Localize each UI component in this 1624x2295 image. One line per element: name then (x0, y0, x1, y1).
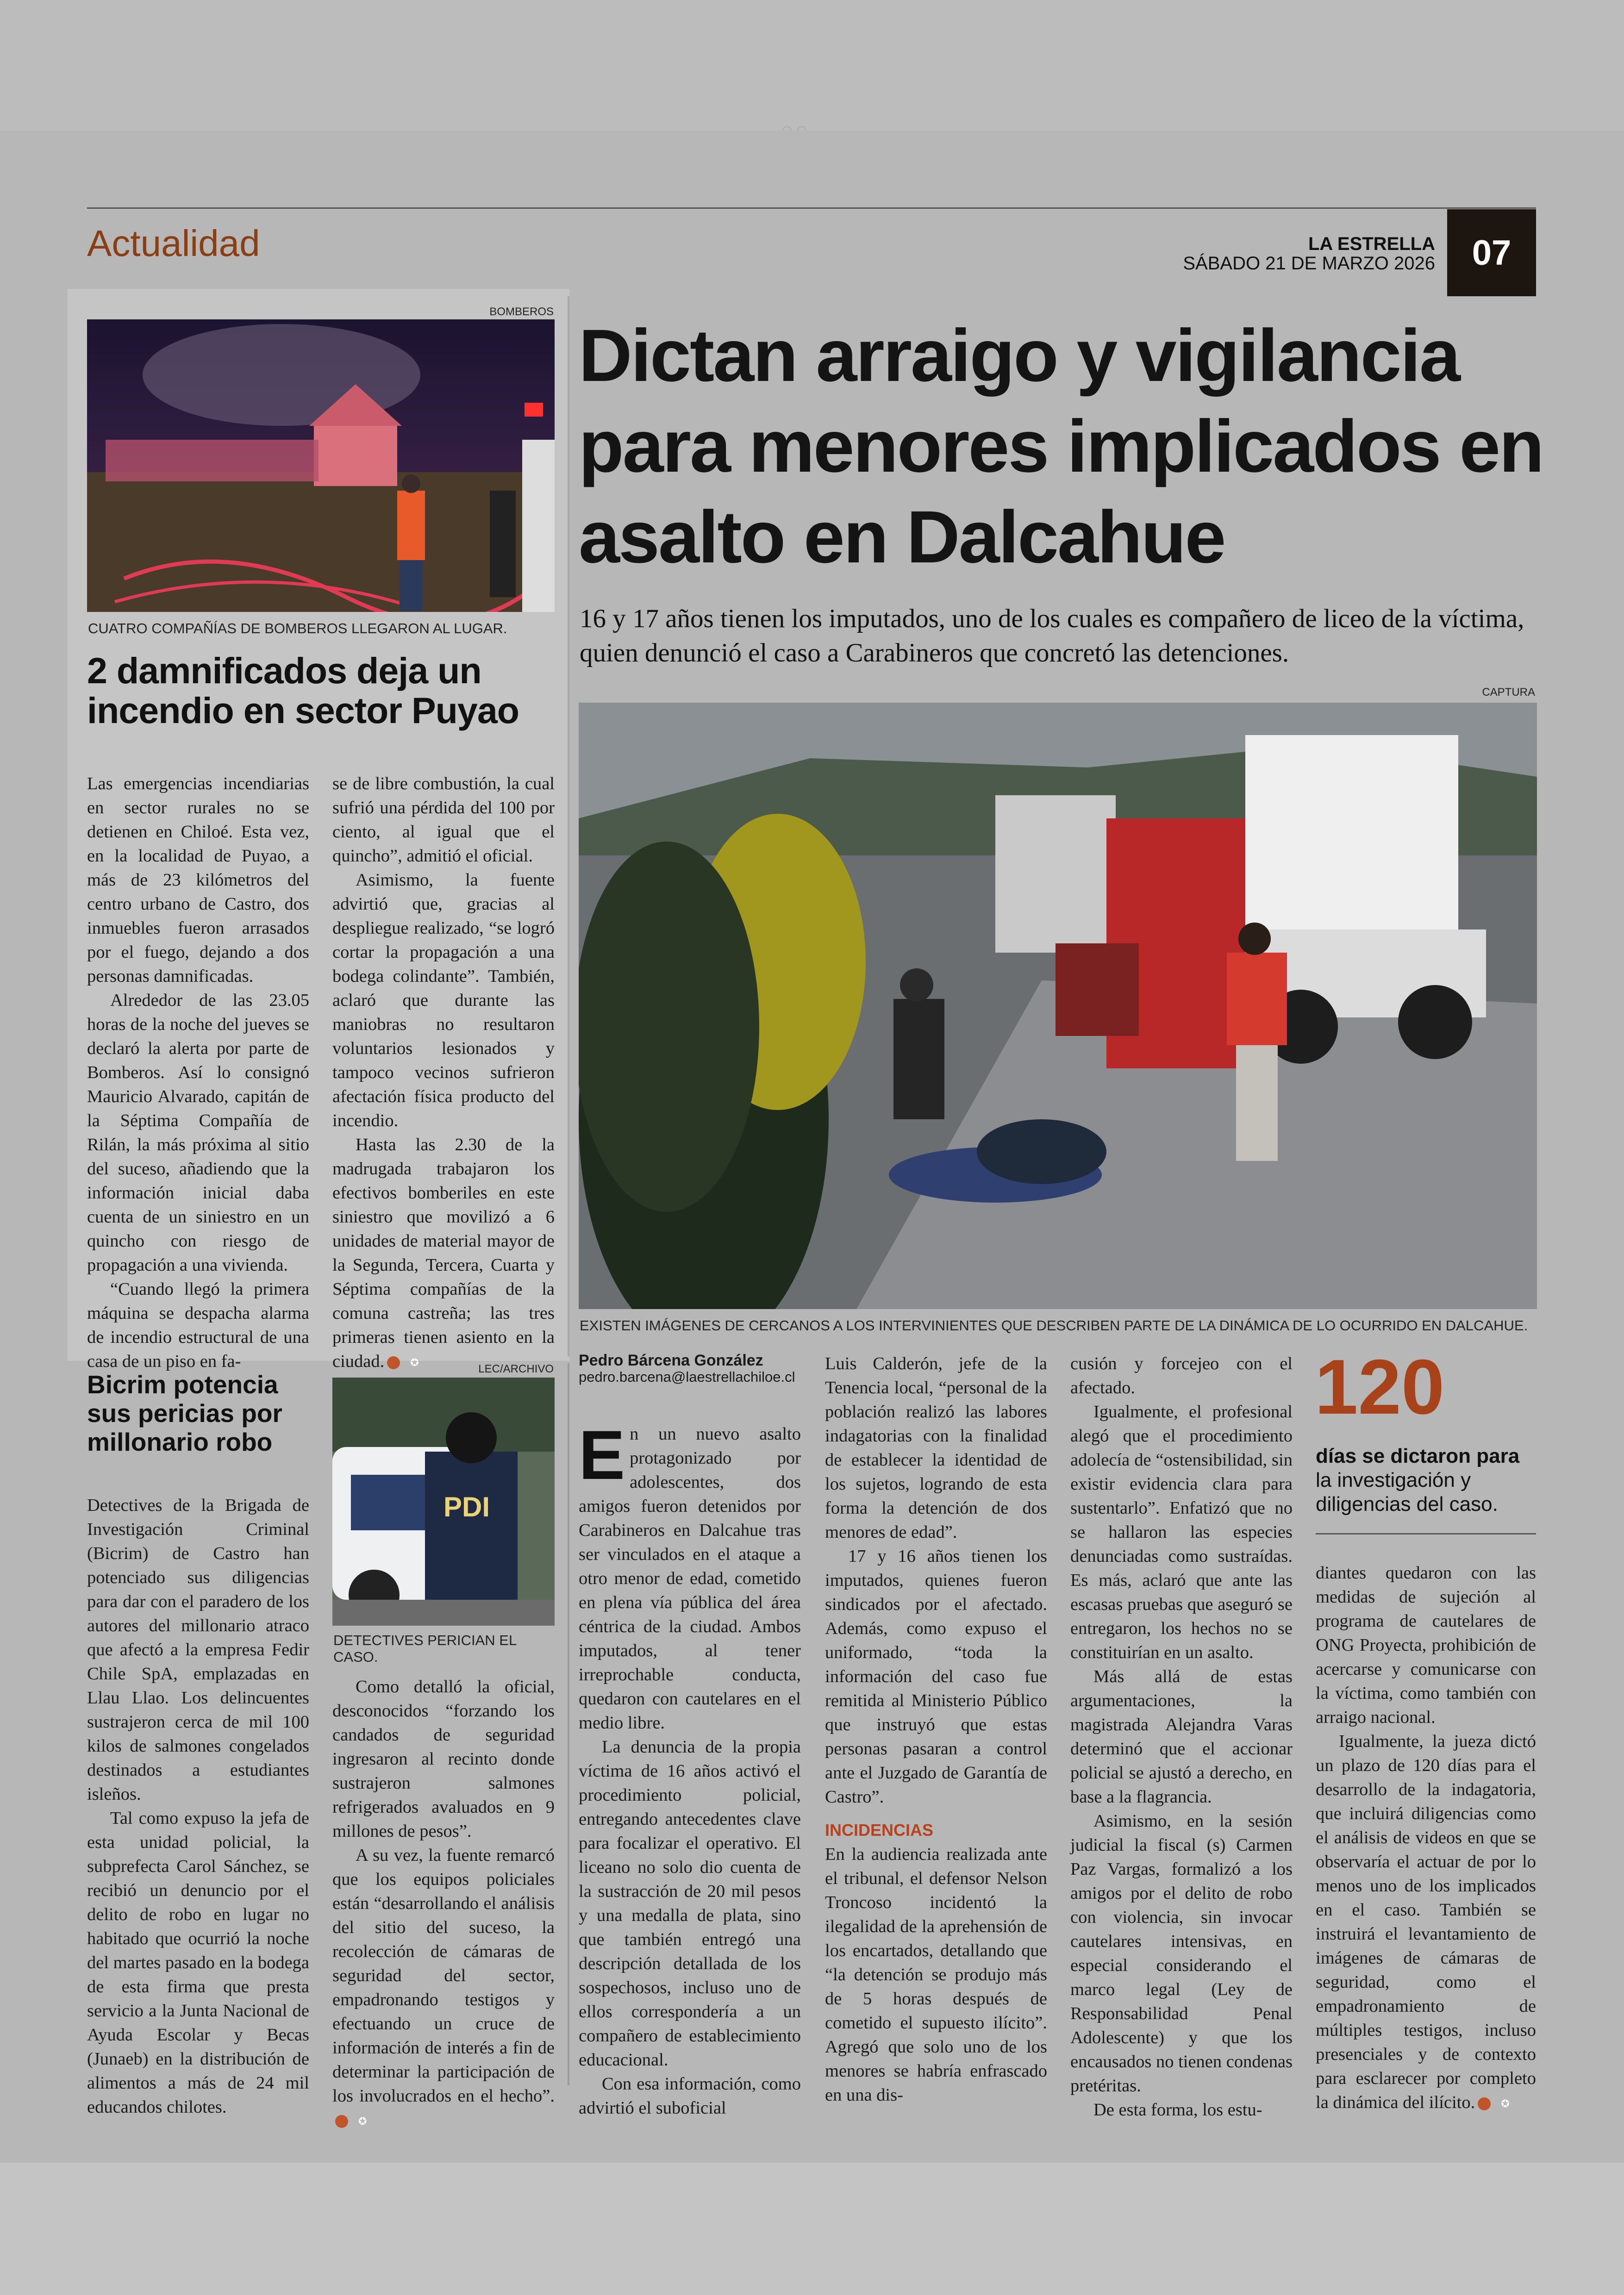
fire-photo-caption: CUATRO COMPAÑÍAS DE BOMBEROS LLEGARON AL LUGAR. (88, 620, 507, 636)
pdi-label: PDI (443, 1491, 490, 1522)
paragraph: Igualmente, el profesional alegó que el procedimiento adolecía de “ostensibilidad, sin existir evidencia clara para sustentarlo”. Enfatizó que no se hallaron las especies denunciadas como sustraídas. Es más, aclaró que ante las escasas pruebas que aseguró se entregaron, los hechos no se constituirían en un asalto. (1070, 1402, 1293, 1662)
issue-date: SÁBADO 21 DE MARZO 2026 (1183, 253, 1435, 274)
paragraph-text: A su vez, la fuente remarcó que los equipos policiales están “desarrollando el análisis del sitio del suceso, la recolección de cámaras de seguridad del sector, empadronando testigos y efectuando un cruce de información de interés a fin de determinar la participación de los involucrados en el hecho”. (332, 1846, 555, 2106)
main-story-col3 (1070, 1352, 1293, 2122)
viewer-top-bar (0, 0, 1624, 131)
highlight-text (1316, 1444, 1538, 1516)
main-deck: 16 y 17 años tienen los imputados, uno de los cuales es compañero de liceo de la víctima, quien denunció el caso a Carabineros que concretó las detenciones. (580, 604, 1524, 667)
paragraph (579, 1416, 801, 1735)
paragraph: Con esa información, como advirtió el suboficial (579, 2074, 801, 2118)
photo-credit: LEC/ARCHIVO (478, 1363, 554, 1375)
assault-photo (579, 703, 1537, 1309)
page-number: 07 (1447, 209, 1536, 296)
paragraph-text: Igualmente, la jueza dictó un plazo de 120 días para el desarrollo de la indagatoria, que incluirá diligencias como el análisis de videos en que se observaría el actuar de por lo menos uno de los implicados en el caso. También se instruirá el levantamiento de imágenes de cámaras de seguridad, como el empadronamiento de múltiples testigos, incluso presenciales y de contexto para esclarecer por completo la dinámica del ilícito. (1316, 1732, 1536, 2112)
paragraph: Más allá de estas argumentaciones, la magistrada Alejandra Varas determinó que el accionar policial se ajustó a derecho, en base a la flagrancia. (1070, 1667, 1293, 1807)
paragraph-text: Hasta las 2.30 de la madrugada trabajaron los efectivos bomberiles en este siniestro que movilizó a 6 unidades de material mayor de la Segunda, Tercera, Cuarta y Séptima compañías de la comuna castreña; las tres primeras tienen asiento en la ciudad. (332, 1135, 555, 1371)
author-email[interactable]: pedro.barcena@laestrellachiloe.cl (579, 1369, 795, 1385)
paragraph: Asimismo, en la sesión judicial la fiscal (s) Carmen Paz Vargas, formalizó a los amigos por el delito de robo con violencia, sin invocar cautelares intensivas, en especial considerando el marco legal (Ley de Responsabilidad Penal Adolescente) y que los encausados no tienen condenas pretéritas. (1070, 1811, 1293, 2095)
end-mark-icon: ✪ (335, 2115, 348, 2128)
end-mark-icon: ✪ (1478, 2097, 1491, 2110)
fire-story-title: 2 damnificados deja un incendio en sector Puyao (87, 650, 519, 731)
fire-story-col1 (87, 772, 309, 1373)
highlight-rule (1316, 1533, 1536, 1534)
paragraph: diantes quedaron con las medidas de sujeción al programa de cautelares de ONG Proyecta, prohibición de acercarse y comunicarse con la víctima, como también con arraigo nacional. (1316, 1563, 1536, 1727)
main-story-col1 (579, 1416, 801, 2120)
paragraph: cusión y forcejeo con el afectado. (1070, 1354, 1293, 1397)
paragraph: La denuncia de la propia víctima de 16 años activó el procedimiento policial, entregando antecedentes clave para focalizar el operativo. El liceano no solo dio cuenta de la sustracción de 20 mil pesos y una medalla de plata, sino que también entregó una descripción detallada de los sospechosos, incluso uno de ellos correspondería a un compañero de establecimiento educacional. (579, 1737, 801, 2070)
paragraph: Como detalló la oficial, desconocidos “forzando los candados de seguridad ingresaron al recinto donde sustrajeron salmones refrigerados avaluados en 9 millones de pesos”. (332, 1677, 555, 1841)
photo-credit: CAPTURA (1482, 686, 1535, 698)
viewer-bottom-bar (0, 2163, 1624, 2295)
paragraph: Tal como expuso la jefa de esta unidad policial, la subprefecta Carol Sánchez, se recibió un denuncio por el delito de robo en lugar no habitado que ocurrió la noche del martes pasado en la bodega de esta firma que presta servicio a la Junta Nacional de Ayuda Escolar y Becas (Junaeb) en la distribución de alimentos a más de 24 mil educandos chilotes. (87, 1809, 309, 2117)
main-story-col2 (825, 1352, 1047, 2107)
fire-photo (87, 319, 555, 612)
bicrim-story-col1 (87, 1493, 309, 2119)
end-mark-icon: ✪ (387, 1356, 400, 1369)
bicrim-story-col2 (332, 1675, 555, 2132)
paragraph (332, 1843, 555, 2132)
subhead: INCIDENCIAS (825, 1821, 934, 1840)
highlight-text-bold: días se dictaron para (1316, 1445, 1520, 1467)
main-story-col4 (1316, 1561, 1536, 2114)
pdi-photo (332, 1378, 555, 1626)
paragraph: Luis Calderón, jefe de la Tenencia local, “personal de la población realizó las labores indagatorias con la finalidad de establecer la identidad de los sujetos, logrando de esta forma la detención de dos menores de edad”. (825, 1354, 1047, 1542)
paragraph: Asimismo, la fuente advirtió que, gracias al despliegue realizado, “se logró cortar la propagación a una bodega colindante”. También, aclaró que durante las maniobras no resultaron voluntarios lesionados y tampoco vecinos sufrieron afectación física producto del incendio. (332, 870, 555, 1130)
header-rule (87, 207, 1536, 209)
author-name: Pedro Bárcena González (579, 1352, 763, 1369)
paragraph: De esta forma, los estu- (1093, 2100, 1262, 2120)
highlight-number: 120 (1315, 1343, 1445, 1430)
paragraph: Detectives de la Brigada de Investigación Criminal (Bicrim) de Castro han potenciado sus diligencias para dar con el paradero de los autores del millonario atraco que afectó a la empresa Fedir Chile SpA, emplazadas en Llau Llao. Los delincuentes sustrajeron cerca de mil 100 kilos de salmones congelados destinados a estudiantes isleños. (87, 1496, 309, 1804)
drop-cap: E (579, 1416, 625, 1494)
main-headline: Dictan arraigo y vigilancia para menores implicados en asalto en Dalcahue (579, 314, 1543, 578)
bicrim-story-title: Bicrim potencia sus pericias por millonario robo (87, 1370, 282, 1456)
paragraph: se de libre combustión, la cual sufrió una pérdida del 100 por ciento, al igual que el quincho”, admitió el oficial. (332, 774, 555, 866)
column-separator (568, 1363, 569, 2085)
paragraph (1316, 1729, 1536, 2114)
paragraph: Alrededor de las 23.05 horas de la noche del jueves se declaró la alerta por parte de Bomberos. Así lo consignó Mauricio Alvarado, capitán de la Séptima Compañía de Rilán, la más próxima al sitio del suceso, añadiendo que la información inicial daba cuenta de un siniestro en un quincho con riesgo de propagación a una vivienda. (87, 991, 309, 1275)
photo-credit: BOMBEROS (489, 306, 554, 318)
paragraph: “Cuando llegó la primera máquina se despacha alarma de incendio estructural de una casa de un piso en fa- (87, 1279, 309, 1371)
highlight-text-rest: la investigación y diligencias del caso. (1316, 1469, 1498, 1515)
paragraph (332, 1133, 555, 1373)
fire-story-col2 (332, 772, 555, 1373)
masthead (972, 234, 1435, 273)
main-photo-caption: EXISTEN IMÁGENES DE CERCANOS A LOS INTERVINIENTES QUE DESCRIBEN PARTE DE LA DINÁMICA DE LO OCURRIDO EN DALCAHUE. (580, 1317, 1528, 1334)
column-separator (568, 296, 569, 1356)
paragraph: Las emergencias incendiarias en sector rurales no se detienen en Chiloé. Esta vez, en la localidad de Puyao, a más de 23 kilómetros del centro urbano de Castro, dos inmuebles fueron arrasados por el fuego, dejando a dos personas damnificadas. (87, 774, 309, 986)
paragraph: En la audiencia realizada ante el tribunal, el defensor Nelson Troncoso incidentó la ilegalidad de la aprehensión de los encartados, detallando que “la detención se produjo más de 5 horas después de cometido el supuesto ilícito”. Agregó que solo uno de los menores se habría enfrascado en una dis- (825, 1845, 1047, 2105)
pdi-photo-caption: DETECTIVES PERICIAN EL CASO. (333, 1632, 517, 1665)
paragraph-text: n un nuevo asalto protagonizado por adolescentes, dos amigos fueron detenidos por Carabineros en Dalcahue tras ser vinculados en el ataque a otro menor de edad, cometido en plena vía pública del área céntrica de la ciudad. Ambos imputados, al tener irreprochable conducta, quedaron con cautelares en el medio libre. (579, 1424, 801, 1733)
section-title: Actualidad (87, 223, 260, 264)
paragraph: 17 y 16 años tienen los imputados, quienes fueron sindicados por el afectado. Además, como expuso el uniformado, “toda la información del caso fue remitida al Ministerio Público que instruyó que estas personas pasaran a control ante el Juzgado de Garantía de Castro”. (825, 1547, 1047, 1807)
paper-name: LA ESTRELLA (1308, 234, 1435, 254)
